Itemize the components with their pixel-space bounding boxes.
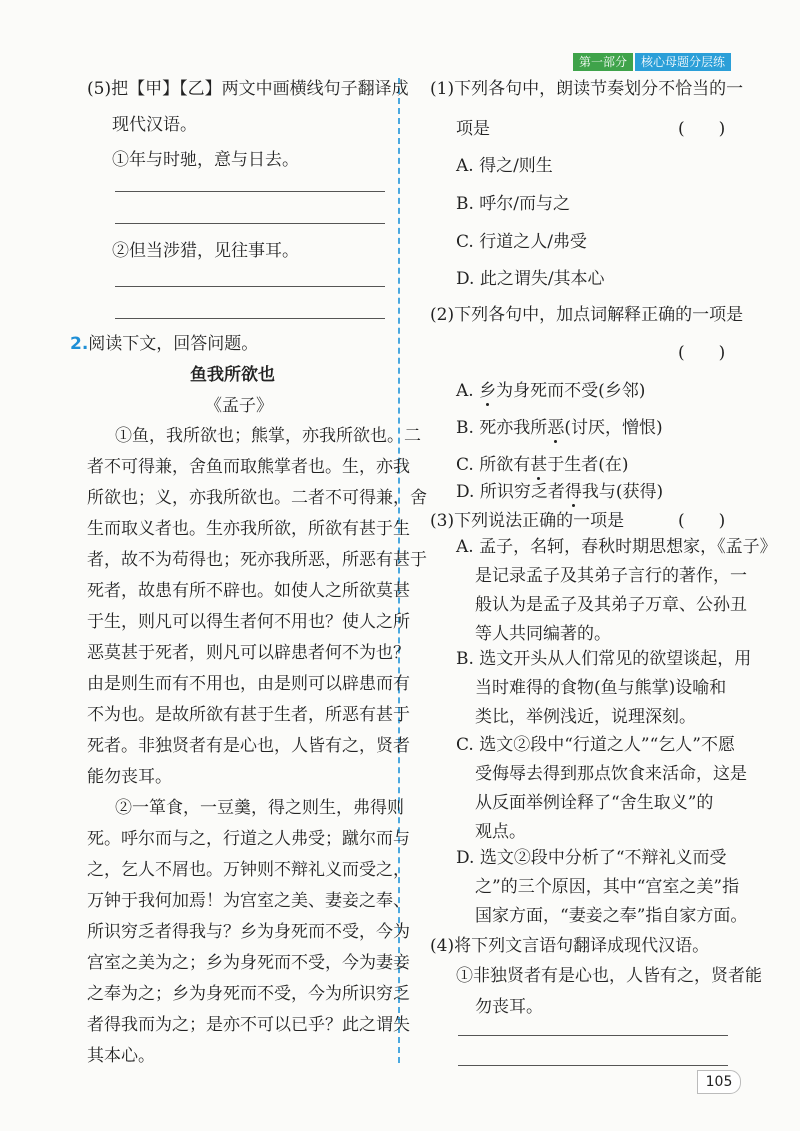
r-q3-option-line: 从反面举例诠释了“舍生取义”的 xyxy=(475,793,714,813)
passage-line: 者，故不为苟得也；死亦我所恶，所恶有甚于 xyxy=(87,550,427,570)
r-q3-option-line: A. 孟子，名轲，春秋时期思想家，《孟子》 xyxy=(456,537,777,557)
answer-paren[interactable]: ( ) xyxy=(678,343,726,363)
answer-line[interactable] xyxy=(458,1035,728,1036)
r-q3-option-line: 之”的三个原因，其中“宫室之美”指 xyxy=(475,877,740,897)
passage-title: 鱼我所欲也 xyxy=(190,365,275,385)
r-q1-option-d: D. 此之谓失/其本心 xyxy=(456,269,605,289)
passage-line: 死者。非独贤者有是心也，人皆有之，贤者 xyxy=(87,736,410,756)
passage-line: 恶莫甚于死者，则凡可以辟患者何不为也？ xyxy=(87,643,410,663)
r-q1-line2: 项是 xyxy=(456,119,490,139)
passage-line: 宫室之美为之；乡为身死而不受，今为妻妾 xyxy=(87,953,410,973)
opt-rest: 为身死而不受(乡邻) xyxy=(496,381,646,401)
r-q2-option-d xyxy=(456,481,663,503)
question-2-number: 2. xyxy=(70,334,89,354)
r-q1-line1: (1)下列各句中，朗读节奏划分不恰当的一 xyxy=(430,79,744,99)
question-2 xyxy=(70,333,258,355)
r-q3-option-line: B. 选文开头从人们常见的欲望谈起，用 xyxy=(456,649,752,669)
answer-line[interactable] xyxy=(115,223,385,224)
r-q2-option-b xyxy=(456,417,663,439)
r-q3-option-line: 类比，举例浅近，说理深刻。 xyxy=(475,707,696,727)
page-number: 105 xyxy=(697,1070,741,1094)
r-q3-option-line: C. 选文②段中“行道之人”“乞人”不愿 xyxy=(456,735,735,755)
opt-rest: (讨厌，憎恨) xyxy=(564,418,663,438)
passage-line: 者不可得兼，舍鱼而取熊掌者也。生，亦我 xyxy=(87,457,410,477)
answer-line[interactable] xyxy=(115,191,385,192)
r-q4-item1-line1: ①非独贤者有是心也，人皆有之，贤者能 xyxy=(456,966,762,986)
passage-line: 之，乞人不屑也。万钟则不辩礼义而受之， xyxy=(87,860,410,880)
opt-rest: 我与(获得) xyxy=(581,482,664,502)
r-q3-option-line: 般认为是孟子及其弟子万章、公孙丑 xyxy=(475,595,747,615)
dotted-word: 得 xyxy=(564,482,582,502)
passage-line: 之奉为之；乡为身死而不受，今为所识穷乏 xyxy=(87,984,410,1004)
header-part: 第一部分 xyxy=(573,53,633,71)
answer-paren[interactable]: ( ) xyxy=(678,119,726,139)
passage-line: ①鱼，我所欲也；熊掌，亦我所欲也。二 xyxy=(115,426,421,446)
passage-line: 于生，则凡可以得生者何不用也？使人之所 xyxy=(87,612,410,632)
q5-item2: ②但当涉猎，见往事耳。 xyxy=(112,241,299,261)
answer-line[interactable] xyxy=(115,286,385,287)
opt-prefix: A. xyxy=(456,381,480,401)
passage-line: ②一箪食，一豆羹，得之则生，弗得则 xyxy=(115,798,404,818)
r-q4-item1-line2: 勿丧耳。 xyxy=(475,997,543,1017)
q5-line2: 现代汉语。 xyxy=(112,115,197,135)
r-q3-option-line: 受侮辱去得到那点饮食来活命，这是 xyxy=(475,764,747,784)
opt-rest: 于生者(在) xyxy=(547,455,629,475)
r-q3-option-line: 等人共同编著的。 xyxy=(475,624,611,644)
dotted-word: 恶 xyxy=(547,418,565,438)
passage-line: 所欲也；义，亦我所欲也。二者不可得兼，舍 xyxy=(87,488,427,508)
answer-paren[interactable]: ( ) xyxy=(678,511,726,531)
r-q2-option-c xyxy=(456,454,628,476)
question-2-text: 阅读下文，回答问题。 xyxy=(88,334,259,354)
r-q3-option-line: 是记录孟子及其弟子言行的著作，一 xyxy=(475,566,747,586)
header-section: 核心母题分层练 xyxy=(635,53,731,71)
passage-line: 所识穷乏者得我与？乡为身死而不受，今为 xyxy=(87,922,410,942)
r-q3-option-line: D. 选文②段中分析了“不辩礼义而受 xyxy=(456,848,727,868)
passage-line: 死者，故患有所不辟也。如使人之所欲莫甚 xyxy=(87,581,410,601)
r-q1-option-a: A. 得之/则生 xyxy=(456,156,553,176)
r-q3-line1: (3)下列说法正确的一项是 xyxy=(430,511,625,531)
r-q3-option-line: 国家方面，“妻妾之奉”指自家方面。 xyxy=(475,906,748,926)
passage-line: 死。呼尔而与之，行道之人弗受；蹴尔而与 xyxy=(87,829,410,849)
opt-prefix: D. 所识穷乏者 xyxy=(456,482,565,502)
passage-line: 生而取义者也。生亦我所欲，所欲有甚于生 xyxy=(87,519,410,539)
r-q4-line1: (4)将下列文言语句翻译成现代汉语。 xyxy=(430,936,710,956)
r-q2-line1: (2)下列各句中，加点词解释正确的一项是 xyxy=(430,305,744,325)
dotted-word: 甚 xyxy=(530,455,548,475)
passage-author: 《孟子》 xyxy=(205,396,273,416)
passage-line: 其本心。 xyxy=(87,1046,155,1066)
passage-line: 由是则生而有不用也，由是则可以辟患而有 xyxy=(87,674,410,694)
r-q3-option-line: 当时难得的食物(鱼与熊掌)设喻和 xyxy=(475,678,727,698)
r-q1-option-b: B. 呼尔/而与之 xyxy=(456,194,571,214)
r-q2-option-a xyxy=(456,380,645,402)
passage-line: 能勿丧耳。 xyxy=(87,767,172,787)
opt-prefix: B. 死亦我所 xyxy=(456,418,548,438)
passage-line: 不为也。是故所欲有甚于生者，所恶有甚于 xyxy=(87,705,410,725)
section-header xyxy=(573,53,731,71)
r-q1-option-c: C. 行道之人/弗受 xyxy=(456,232,587,252)
passage-line: 万钟于我何加焉！为宫室之美、妻妾之奉、 xyxy=(87,891,410,911)
passage-line: 者得我而为之；是亦不可以已乎？此之谓失 xyxy=(87,1015,410,1035)
q5-item1: ①年与时驰，意与日去。 xyxy=(112,150,299,170)
dotted-word: 乡 xyxy=(479,381,497,401)
q5-line1: (5)把【甲】【乙】两文中画横线句子翻译成 xyxy=(87,79,409,99)
answer-line[interactable] xyxy=(115,318,385,319)
opt-prefix: C. 所欲有 xyxy=(456,455,531,475)
answer-line[interactable] xyxy=(458,1065,728,1066)
r-q3-option-line: 观点。 xyxy=(475,822,526,842)
